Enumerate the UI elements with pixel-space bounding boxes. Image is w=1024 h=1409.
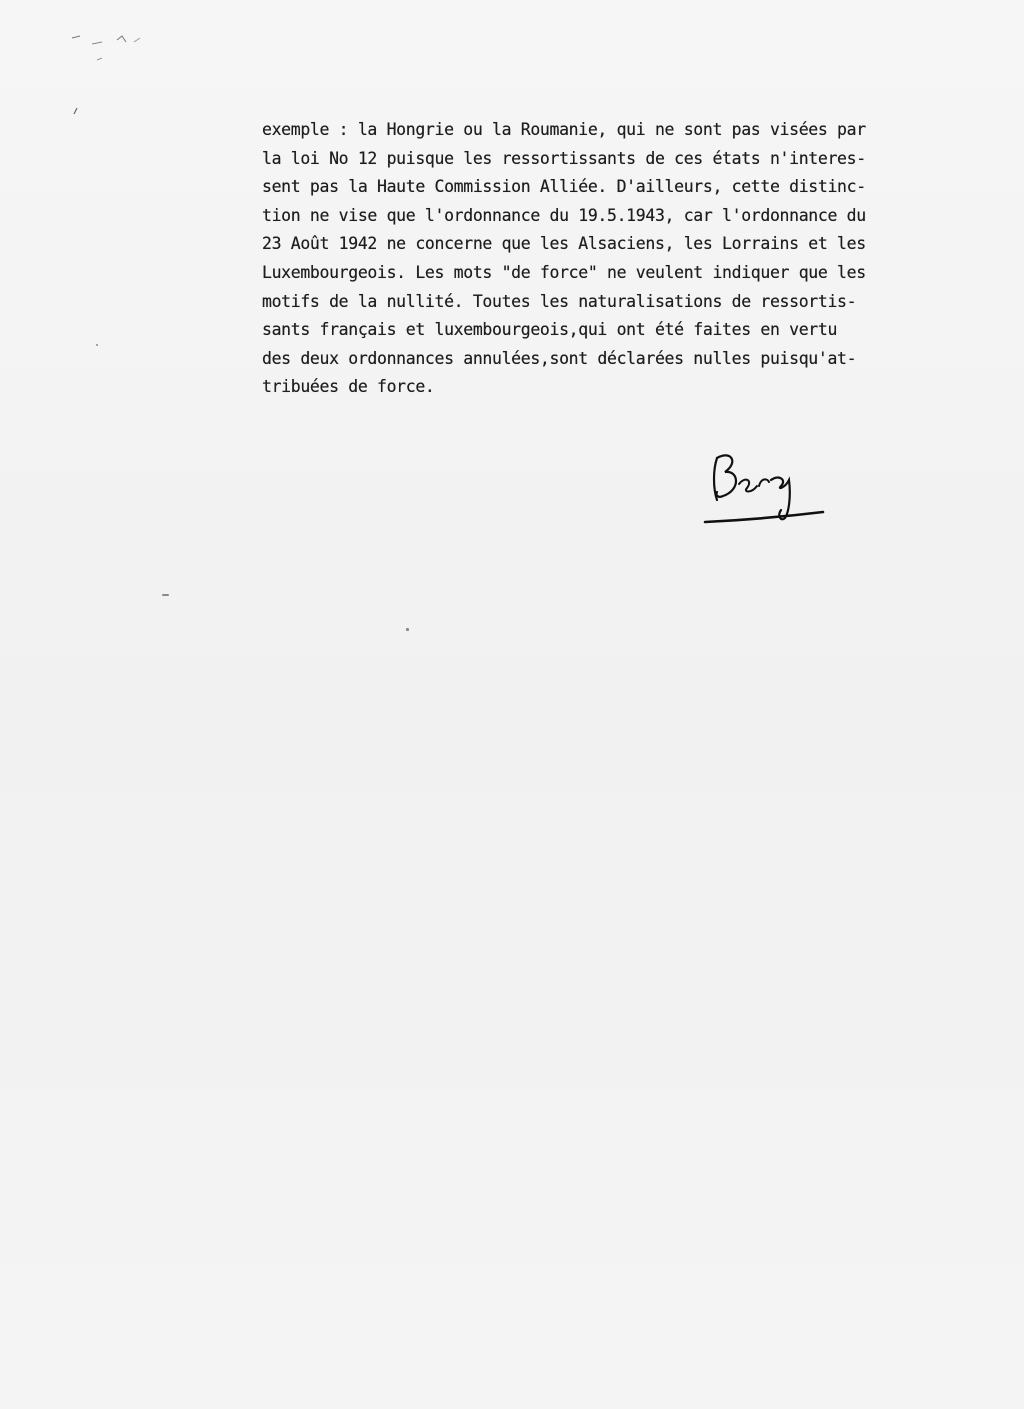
text-line: des deux ordonnances annulées,sont déclarées nulles puisqu'at- — [262, 348, 857, 368]
text-line: tion ne vise que l'ordonnance du 19.5.1943, car l'ordonnance du — [262, 205, 866, 225]
text-line: la loi No 12 puisque les ressortissants de ces états n'interes- — [262, 148, 866, 168]
text-line: Luxembourgeois. Les mots "de force" ne veulent indiquer que les — [262, 262, 866, 282]
text-line: exemple : la Hongrie ou la Roumanie, qui ne sont pas visées par — [262, 120, 866, 139]
text-line: sent pas la Haute Commission Alliée. D'ailleurs, cette distinc- — [262, 177, 866, 197]
text-line: sants français et luxembourgeois,qui ont été faites en vertu — [262, 320, 838, 340]
typed-paragraph — [262, 116, 1002, 402]
handwritten-signature — [695, 440, 835, 540]
scan-artifact-marks — [62, 30, 152, 120]
text-line: tribuées de force. — [262, 377, 435, 397]
paper-speck — [406, 628, 409, 631]
text-line: 23 Août 1942 ne concerne que les Alsaciens, les Lorrains et les — [262, 234, 866, 254]
text-line: motifs de la nullité. Toutes les naturalisations de ressortis- — [262, 291, 857, 311]
paper-speck — [96, 344, 98, 346]
paper-speck — [162, 594, 169, 596]
